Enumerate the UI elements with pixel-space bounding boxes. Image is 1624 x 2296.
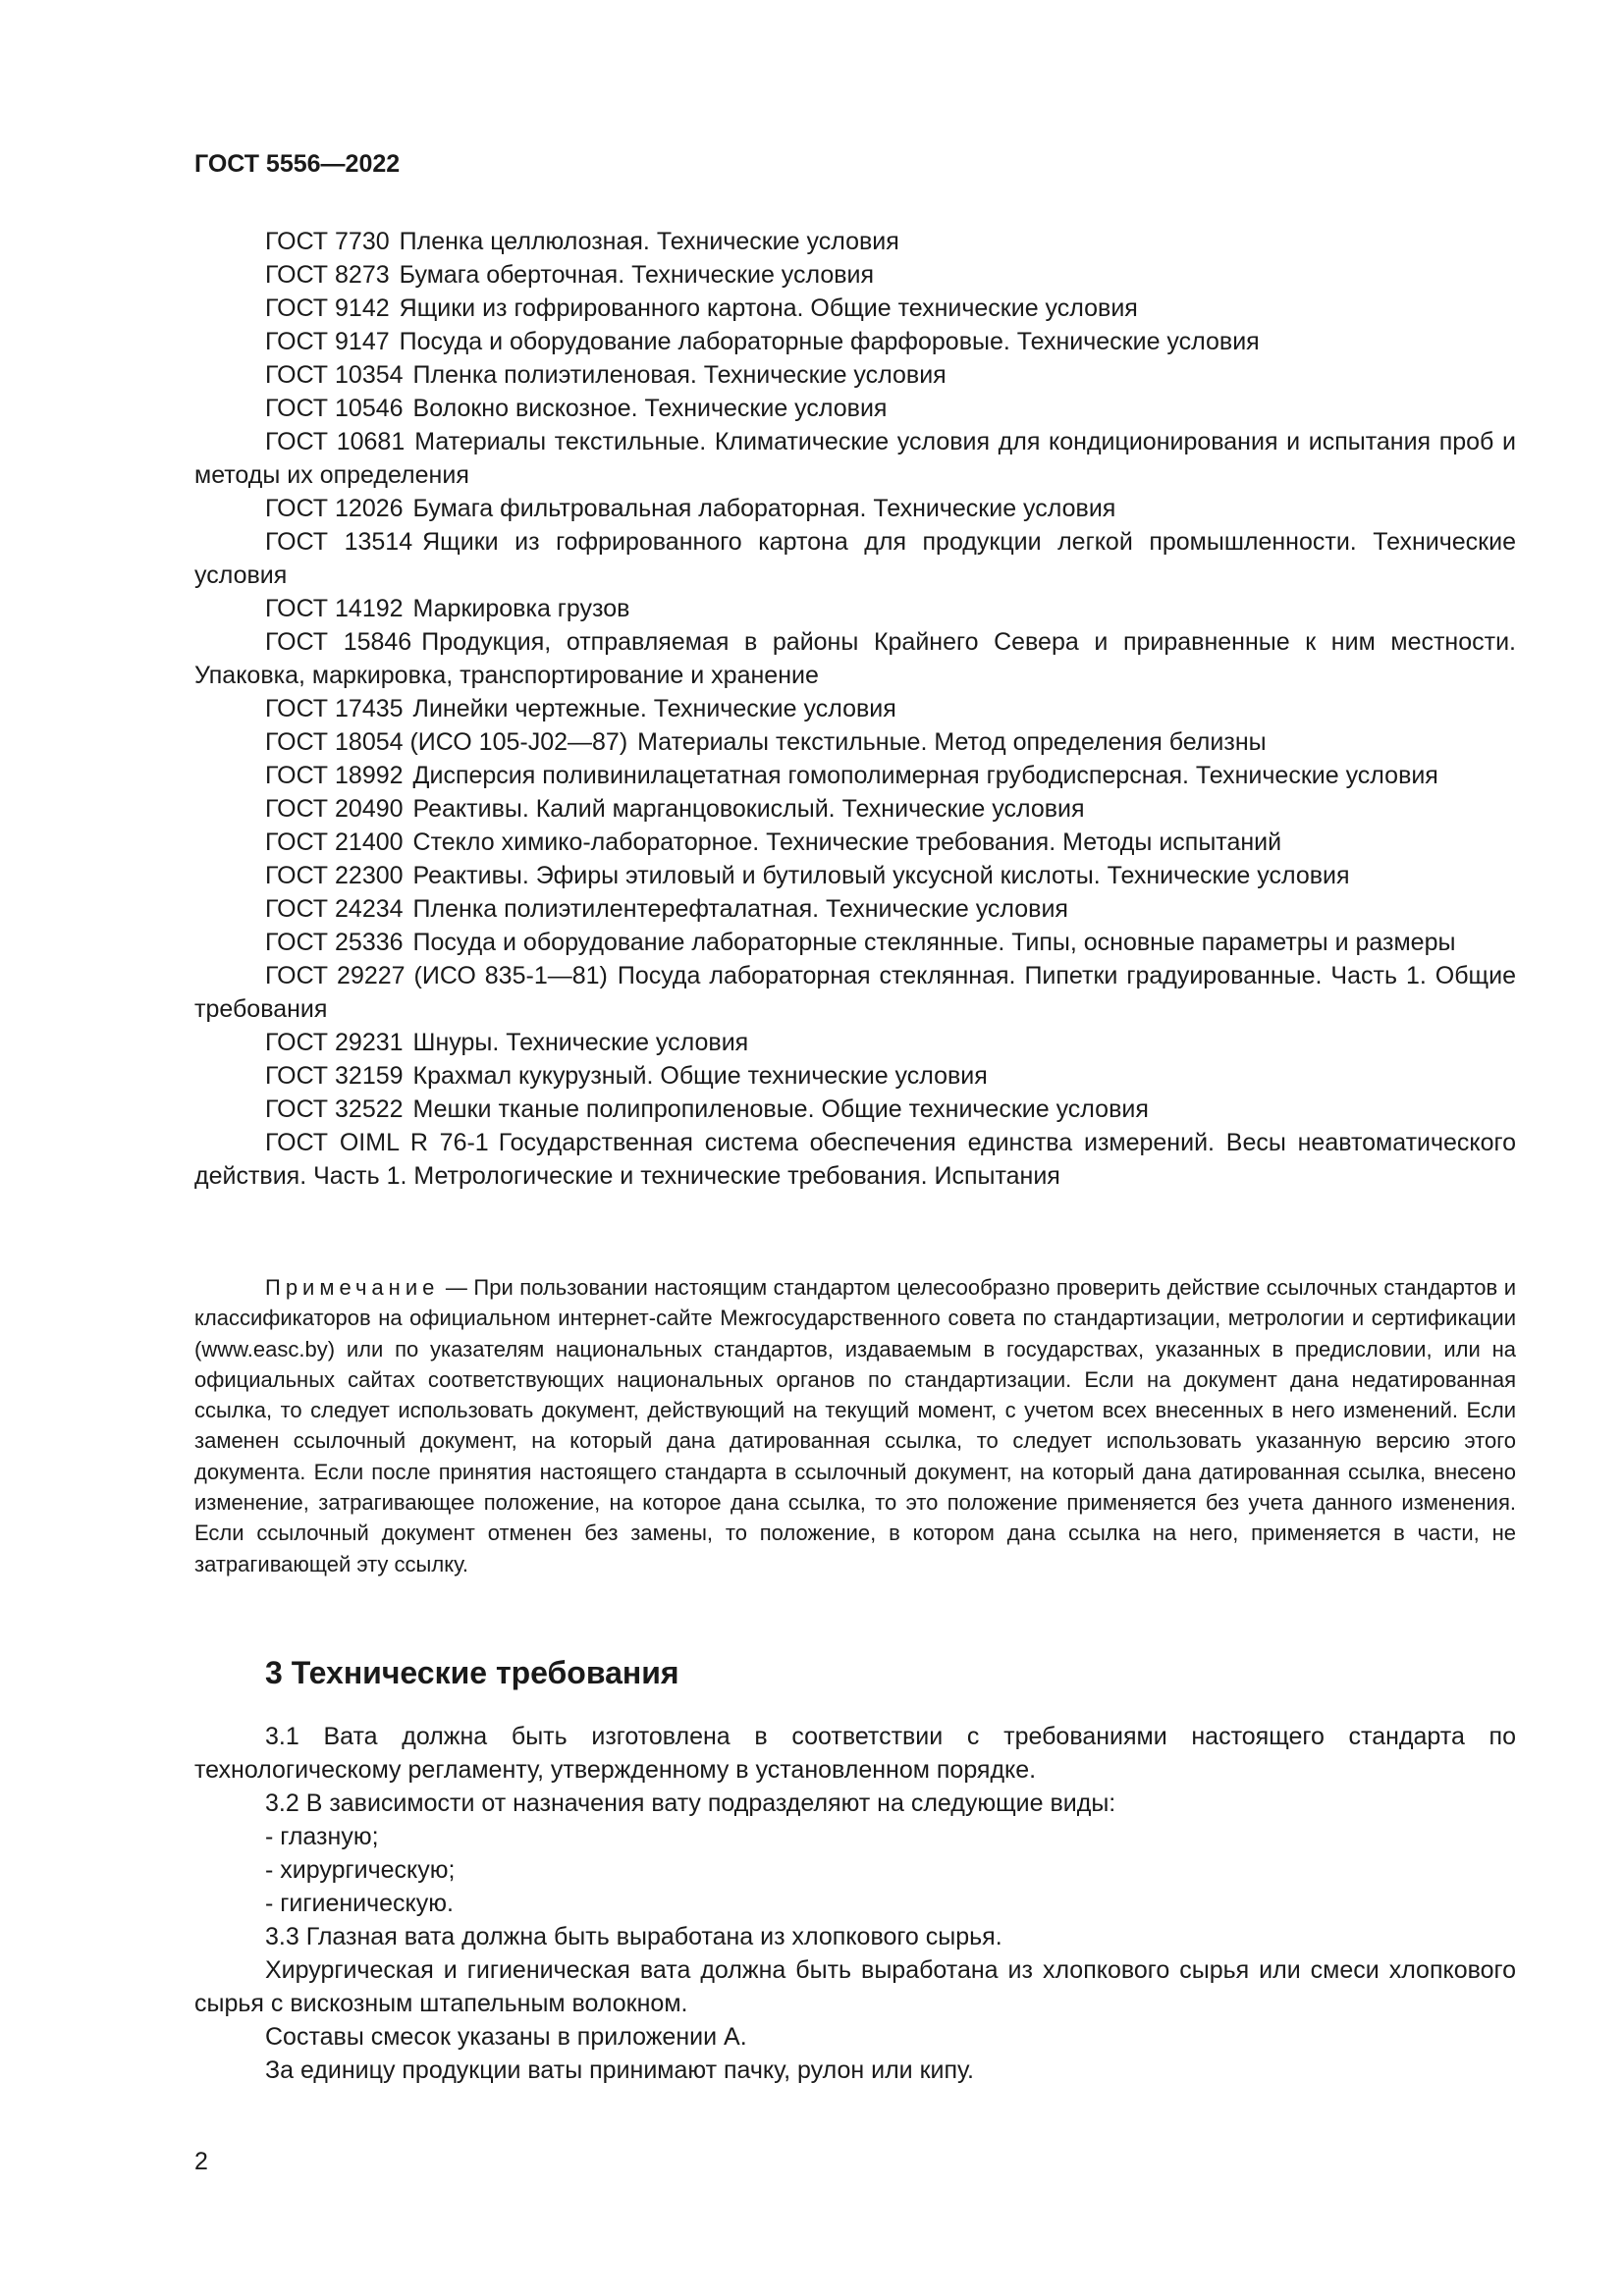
reference-title: Ящики из гофрированного картона. Общие технические условия (399, 294, 1138, 322)
reference-code: ГОСТ 25336 (265, 929, 404, 956)
reference-code: ГОСТ 10681 (265, 428, 406, 455)
paragraph: За единицу продукции ваты принимают пачку, рулон или кипу. (265, 2056, 974, 2084)
list-item: - хирургическую; (265, 1856, 456, 1884)
paragraph-3-2: 3.2 В зависимости от назначения вату подразделяют на следующие виды: (265, 1789, 1116, 1817)
reference-code: ГОСТ 9147 (265, 328, 390, 355)
reference-title: Пленка полиэтилентерефталатная. Технические условия (412, 895, 1068, 923)
reference-code: ГОСТ 32522 (265, 1095, 404, 1123)
reference-title: Ящики из гофрированного картона для продукции легкой промышленности. Технические условия (194, 528, 1516, 589)
reference-item (194, 759, 1516, 792)
reference-item (194, 1093, 1516, 1126)
reference-code: ГОСТ 21400 (265, 828, 404, 856)
reference-title: Дисперсия поливинилацетатная гомополимерная грубодисперсная. Технические условия (412, 762, 1438, 789)
reference-title: Материалы текстильные. Климатические условия для кондиционирования и испытания проб и методы их определения (194, 428, 1516, 489)
paragraph-3-3: 3.3 Глазная вата должна быть выработана из хлопкового сырья. (265, 1923, 1002, 1950)
reference-title: Маркировка грузов (412, 595, 630, 622)
reference-title: Реактивы. Эфиры этиловый и бутиловый уксусной кислоты. Технические условия (412, 862, 1350, 889)
reference-item (194, 258, 1516, 292)
reference-item (194, 592, 1516, 625)
paragraph: Составы смесок указаны в приложении А. (265, 2023, 747, 2051)
reference-item (194, 1126, 1516, 1193)
reference-code: ГОСТ 29231 (265, 1029, 404, 1056)
reference-title: Мешки тканые полипропиленовые. Общие технические условия (412, 1095, 1149, 1123)
reference-title: Бумага оберточная. Технические условия (399, 261, 875, 289)
reference-code: ГОСТ 20490 (265, 795, 404, 823)
reference-code: ГОСТ 10546 (265, 395, 404, 422)
reference-title: Государственная система обеспечения единства измерений. Весы неавтоматического действия. Часть 1. Метрологические и технические требования. Испытания (194, 1129, 1517, 1190)
reference-item (194, 892, 1516, 926)
reference-code: ГОСТ OIML R 76-1 (265, 1129, 489, 1156)
reference-code: ГОСТ 17435 (265, 695, 404, 722)
reference-title: Посуда и оборудование лабораторные фарфоровые. Технические условия (399, 328, 1260, 355)
reference-item (194, 1026, 1516, 1059)
normative-references-list (194, 225, 1516, 1193)
reference-title: Пленка целлюлозная. Технические условия (399, 228, 899, 255)
reference-item (194, 292, 1516, 325)
reference-item (194, 725, 1516, 759)
reference-title: Пленка полиэтиленовая. Технические условия (412, 361, 947, 389)
reference-title: Бумага фильтровальная лабораторная. Технические условия (412, 495, 1116, 522)
reference-title: Стекло химико-лабораторное. Технические требования. Методы испытаний (412, 828, 1282, 856)
reference-title: Линейки чертежные. Технические условия (412, 695, 896, 722)
reference-code: ГОСТ 9142 (265, 294, 390, 322)
reference-item (194, 425, 1516, 492)
note-paragraph (194, 1272, 1516, 1579)
reference-title: Посуда лабораторная стеклянная. Пипетки градуированные. Часть 1. Общие требования (194, 962, 1516, 1023)
paragraph: Хирургическая и гигиеническая вата должна быть выработана из хлопкового сырья или смеси хлопкового сырья с вискозным штапельным волокном. (194, 1956, 1516, 2017)
reference-title: Волокно вискозное. Технические условия (412, 395, 888, 422)
reference-item (194, 225, 1516, 258)
reference-item (194, 525, 1516, 592)
reference-item (194, 792, 1516, 826)
reference-item (194, 625, 1516, 692)
reference-item (194, 692, 1516, 725)
reference-item (194, 492, 1516, 525)
reference-title: Шнуры. Технические условия (412, 1029, 749, 1056)
list-item: - гигиеническую. (265, 1890, 454, 1917)
reference-title: Посуда и оборудование лабораторные стеклянные. Типы, основные параметры и размеры (412, 929, 1456, 956)
reference-item (194, 859, 1516, 892)
note-text: — При пользовании настоящим стандартом целесообразно проверить действие ссылочных стандартов и классификаторов на официальном интернет-сайте Межгосударственного совета по стандартизации, метрологии и сертификации (www.easc.by) или по указателям национальных стандартов, издаваемым в государствах, указанных в предисловии, или на официальных сайтах соответствующих национальных органов по стандартизации. Если на документ дана недатированная ссылка, то следует использовать документ, действующий на текущий момент, с учетом всех внесенных в него изменений. Если заменен ссылочный документ, на который дана датированная ссылка, то следует использовать указанную версию этого документа. Если после принятия настоящего стандарта в ссылочный документ, на который дана датированная ссылка, внесено изменение, затрагивающее положение, на которое дана ссылка, то это положение применяется без учета данного изменения. Если ссылочный документ отменен без замены, то положение, в котором дана ссылка на него, применяется в части, не затрагивающей эту ссылку. (194, 1275, 1516, 1576)
list-item: - глазную; (265, 1823, 379, 1850)
reference-code: ГОСТ 18054 (ИСО 105-J02—87) (265, 728, 628, 756)
note-label: Примечание (265, 1275, 440, 1300)
reference-title: Продукция, отправляемая в районы Крайнего Севера и приравненные к ним местности. Упаковка, маркировка, транспортирование и хранение (194, 628, 1516, 689)
reference-code: ГОСТ 15846 (265, 628, 412, 656)
reference-code: ГОСТ 10354 (265, 361, 404, 389)
document-header: ГОСТ 5556—2022 (194, 150, 401, 178)
reference-code: ГОСТ 29227 (ИСО 835-1—81) (265, 962, 608, 989)
reference-code: ГОСТ 7730 (265, 228, 390, 255)
paragraph-3-1: 3.1 Вата должна быть изготовлена в соответствии с требованиями настоящего стандарта по технологическому регламенту, утвержденному в установленном порядке. (194, 1723, 1516, 1784)
reference-code: ГОСТ 22300 (265, 862, 404, 889)
reference-item (194, 826, 1516, 859)
reference-title: Материалы текстильные. Метод определения белизны (637, 728, 1267, 756)
reference-code: ГОСТ 13514 (265, 528, 413, 556)
reference-code: ГОСТ 18992 (265, 762, 404, 789)
reference-title: Крахмал кукурузный. Общие технические условия (412, 1062, 988, 1090)
section-title: 3 Технические требования (265, 1655, 679, 1690)
reference-item (194, 392, 1516, 425)
reference-code: ГОСТ 32159 (265, 1062, 404, 1090)
reference-code: ГОСТ 14192 (265, 595, 404, 622)
page-number: 2 (194, 2148, 208, 2175)
reference-code: ГОСТ 24234 (265, 895, 404, 923)
reference-code: ГОСТ 8273 (265, 261, 390, 289)
reference-title: Реактивы. Калий марганцовокислый. Технические условия (412, 795, 1085, 823)
reference-item (194, 325, 1516, 358)
reference-item (194, 926, 1516, 959)
reference-item (194, 358, 1516, 392)
section-body (194, 1720, 1516, 2087)
reference-code: ГОСТ 12026 (265, 495, 404, 522)
reference-item (194, 959, 1516, 1026)
reference-item (194, 1059, 1516, 1093)
